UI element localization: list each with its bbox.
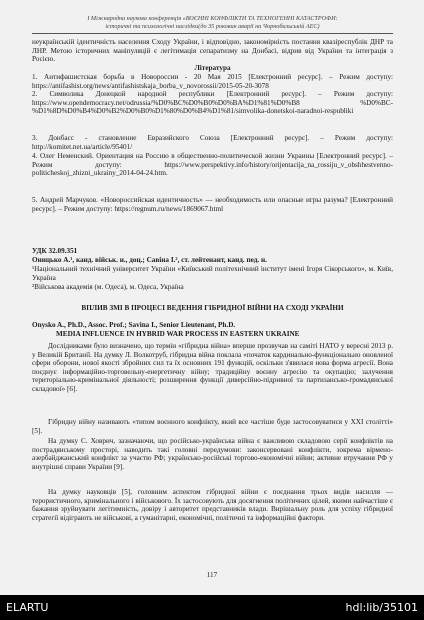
repository-footer-bar <box>0 595 424 620</box>
reference-item: 3. Донбасс - становление Евразийского Союза [Електронний ресурс]. – Режим доступу: http://komitet.net.ua/article/95401/ <box>32 134 393 151</box>
reference-item: 2. Символика Донецкой народной республики [Електронний ресурс]. – Режим доступу: https://www.opendemocracy.net/odrussia/%D0%BC%D0%B0%D0%BA%D1%81%D0%B8 %D0%BC-%D1%8D%D0%B4%D0%B2%D0%B0%D1%80%D0%B4%D1%81/simvolika-donetskoi-naradnoi-respubliki <box>32 90 393 116</box>
header-line-1: І Міжнародна наукова конференція «ВОЄННІ КОНФЛІКТИ ТА ТЕХНОГЕННІ КАТАСТРОФИ: <box>87 15 338 22</box>
authors-english: Onysko A., Ph.D., Assoc. Prof.; Savina I., Senior Lieutenant, Ph.D. <box>32 321 236 329</box>
handle-identifier: hdl:lib/35101 <box>345 601 418 614</box>
reference-item: 4. Олег Неменский. Ориентация на Россию в общественно-политической жизни Украины [Електронний ресурс]. – Режим доступу: https://www.perspektivy.info/history/orijentacija_na_rossiju_v_obshhestvenno-politicheskoj_zhizni_ukrainy_2014-04-24.htm. <box>32 152 393 178</box>
body-paragraph: На думку науковців [5], головним аспектом гібридної війни є поєднання трьох видів насилля — терористичного, кримінального і військового. Їх застосовують для досягнення політичних цілей, якими найчастіше є бажання зруйнувати легітимність, довіру і авторитет представників влади. Вирішальну роль для успіху гібридної стратегії відіграють не військові, а гуманітарні, економічні, політичні та інформаційні фактори. <box>32 488 393 522</box>
body-paragraph: На думку С. Ховрич, зазначаючи, що російсько-українська війна є важливою складовою серії конфліктів на пострадянському просторі, наводить такі головні передумови: законсервовані конфлікти, зокрема вірмено-азербайджанський конфлікт за участю РФ; українсько-російські торгово-економічні війни; активне втручання РФ у внутрішні справи України [9]. <box>32 437 393 471</box>
body-paragraph: Гібридну війну називають «типом воєнного конфлікту, який все частіше буде застосовуватися у ХХІ століттi» [5]. <box>32 418 393 435</box>
affiliation-1: ¹Національний технічний університет України «Київський політехнічний інститут імені Ігоря Сікорського», м. Київ, Україна <box>32 265 393 282</box>
intro-paragraph: неукраїнській ідентичність населення Сходу України, і відповідно, закономірність постання квазіреспублік ДНР та ЛНР. Метою історичних маніпуляцій є легітимація сепаратизму на Донбасі, відрив від України та інтеграція з Росією. <box>32 38 393 64</box>
udc-code: УДК 32.09.351 <box>32 247 78 255</box>
body-paragraph: Дослідниками було визначено, що термін «гібридна війна» вперше прозвучав на саміті НАТО у вересні 2013 р. у Великій Британії. На думку Л. Волкотруб, гібридна війна поклала «початок кардинально-функціонально оновленої сфери оборони, нової якості збройних сил та їх основних 191 функцій, оскільки з'явилася нова форма агресії. Вона поєднує інформаційно-торговельну-енергетичну війну; традиційну воєнну агресію та окупацію; залучення територіально-кримінальної діяльності; розширення функції диверсійно-підривної та партизансько-громадянської складової» [6]. <box>32 342 393 393</box>
article-title-english: MEDIA INFLUENCE IN HYBRID WAR PROCESS IN EASTERN UKRAINE <box>56 330 300 338</box>
repository-name: ELARTU <box>6 601 49 614</box>
header-divider <box>32 33 393 34</box>
header-line-2: історичні та психологічні наслідки(до 35 роковин аварії на Чорнобильській АЕС) <box>105 23 320 30</box>
authors-ukrainian: Оницько А.¹, канд. військ. н., доц.; Савіна І.², ст. лейтенант, канд. пед. н. <box>32 256 267 264</box>
reference-item: 1. Антифашистская борьба в Новороссии - 20 Мая 2015 [Електронний ресурс]. – Режим доступу: https://antifashist.org/news/antifashistskaja_borba_v_novorossii/2015-05-20-3078 <box>32 73 393 90</box>
affiliation-2: ²Військова академія (м. Одеса), м. Одеса, Україна <box>32 283 184 291</box>
reference-item: 5. Андрей Марчуков. «Новороссийская идентичность» — необходимость или опасные игры разума? [Електронний ресурс]. – Режим доступу: https://regnum.ru/news/1869067.html <box>32 196 393 213</box>
literature-heading: Література <box>194 64 231 72</box>
article-title-ukrainian: ВПЛИВ ЗМІ В ПРОЦЕСІ ВЕДЕННЯ ГІБРИДНОЇ ВІЙНИ НА СХОДІ УКРАЇНИ <box>81 304 344 312</box>
page-number: 117 <box>206 571 218 579</box>
